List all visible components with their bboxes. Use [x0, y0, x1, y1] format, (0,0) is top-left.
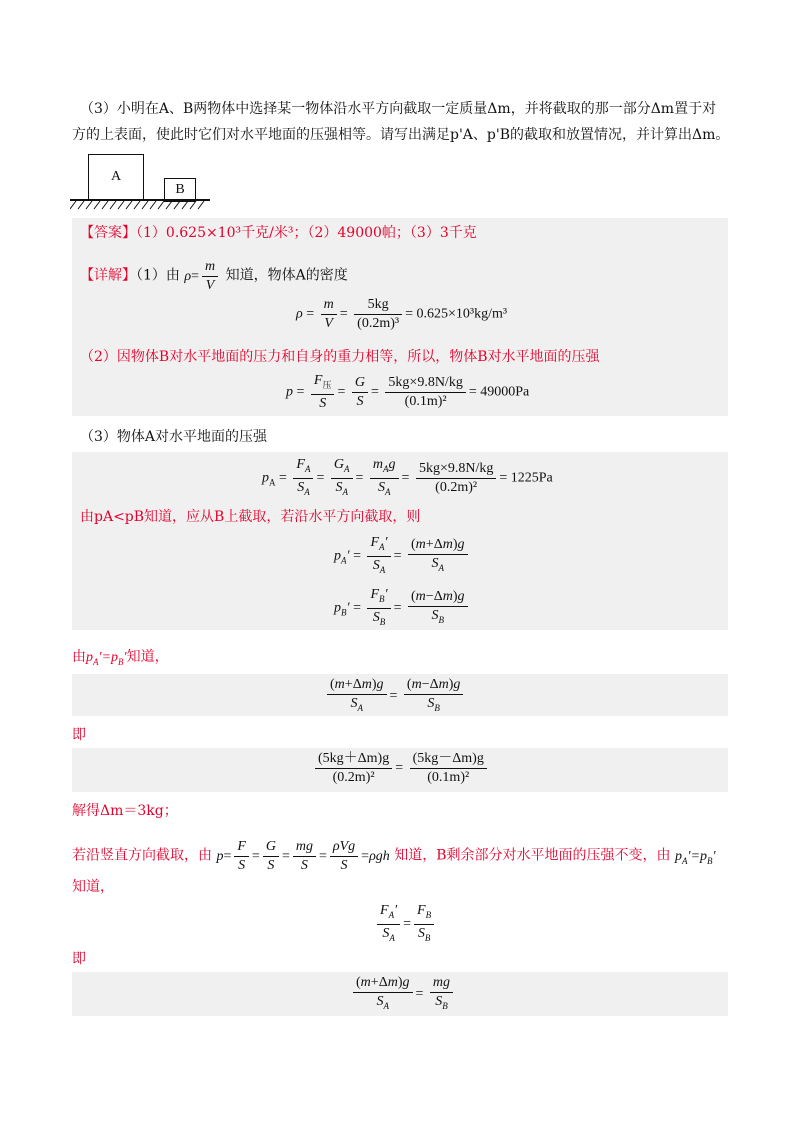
answer-tag: 【答案】: [80, 225, 136, 241]
ground-hatch: [70, 198, 210, 212]
detail-tag: 【详解】: [80, 267, 136, 284]
diagram: [70, 150, 210, 214]
detail-line-5: 由$p_A'=p_B'$知道，: [72, 649, 169, 667]
equation-1: ρ = $\frac{m}{V}$ = $\frac{5kg}{\text{(0.2m)³}}$ = 0.625×10³kg/m³: [296, 297, 508, 331]
question-line-1: （3）小明在A、B两物体中选择某一物体沿水平方向截取一定质量Δm，并将截取的那一部分Δm置于对: [80, 101, 717, 117]
detail-line-4: 由pA<pB知道，应从B上截取，若沿水平方向截取，则: [80, 509, 421, 525]
detail-p5-post: 知道，: [126, 649, 169, 665]
equation-4a: $p_A'$ = $\frac{F_A'}{S_A}$ = $\frac{(m+\Delta m)g}{S_A}$: [334, 534, 471, 579]
eq3-num: 5kg×9.8N/kg: [416, 460, 496, 479]
detail-line-6: 即: [72, 727, 86, 743]
detail-line-2: （2）因物体B对水平地面的压力和自身的重力相等，所以，物体B对水平地面的压强: [80, 349, 600, 365]
question-line-2: 方的上表面，使此时它们对水平地面的压强相等。请写出满足p'A、p'B的截取和放置情况，并计算出Δm。: [72, 127, 730, 143]
equation-8: $\frac{(m+\Delta m)g}{S_A}$ = $\frac{mg}{S_B}$: [350, 974, 456, 1015]
eq2-den: (0.1m)²: [404, 393, 447, 409]
detail-line-8-end: 知道，: [72, 879, 114, 895]
eq1-result: 0.625×10³kg/m³: [416, 306, 508, 322]
equation-3: $p_A$ = $\frac{F_A}{S_A}$ = $\frac{G_A}{S_A}$ = $\frac{m_Ag}{S_A}$ = $\frac{5kg\times 9.8N/kg}{\text{(0.2m)²}}$ = 1225Pa: [262, 457, 553, 497]
eq4-num-r: (5kg－Δm)g: [410, 750, 487, 769]
answer-text: （1）0.625×10³千克/米³；（2）49000帕；（3）3千克: [136, 225, 477, 241]
detail-p8-pre: 若沿竖直方向截取，由: [72, 847, 212, 864]
eq1-den: (0.2m)³: [357, 316, 400, 331]
detail-line-9: 即: [72, 951, 86, 967]
detail-line-7: 解得Δm＝3kg；: [72, 803, 178, 819]
equation-5: $\frac{(m+\Delta m)g}{S_A}$ = $\frac{(m-\Delta m)g}{S_B}$: [324, 676, 466, 717]
detail-p1-pre: （1）由: [136, 267, 180, 284]
detail-line-1: [80, 258, 348, 295]
equation-7: $\frac{F_A'}{S_A}$ = $\frac{F_B}{S_B}$: [374, 902, 437, 947]
equation-2: p = $\frac{F_压}{S}$ = $\frac{G}{S}$ = $\frac{5kg\times 9.8N/kg}{\text{(0.1m)²}}$ = 49000Pa: [286, 373, 530, 411]
detail-p1-post: 知道，物体A的密度: [225, 267, 348, 284]
eq2-num: 5kg×9.8N/kg: [385, 374, 465, 393]
equation-4b: $p_B'$ = $\frac{F_B'}{S_B}$ = $\frac{(m-\Delta m)g}{S_B}$: [334, 586, 471, 631]
answer-line: [80, 222, 477, 244]
block-a: A: [88, 154, 144, 200]
detail-line-8: 若沿竖直方向截取，由 p= $\frac{F}{S}$ = $\frac{G}{S}$ = $\frac{mg}{S}$ = $\frac{\text{ρVg}}{S}$ =ρgh 知道，B剩余部分对水平地面的压强不变，由 $p_A'=p_B'$: [72, 839, 716, 873]
eq3-result: 1225Pa: [510, 470, 553, 486]
detail-p8-mid: 知道，B剩余部分对水平地面的压强不变，由: [394, 847, 671, 864]
eq2-result: 49000Pa: [480, 384, 530, 400]
equation-6: $\frac{(5kg+\Delta m)g}{\text{(0.2m)²}}$ = $\frac{(5kg-\Delta m)g}{\text{(0.1m)²}}$: [312, 750, 490, 787]
eq4-den-r: (0.1m)²: [427, 770, 470, 785]
detail-line-3: （3）物体A对水平地面的压强: [80, 429, 268, 445]
eq4-num-l: (5kg＋Δm)g: [315, 750, 392, 769]
block-b: B: [164, 178, 196, 202]
eq1-num: 5kg: [354, 296, 402, 315]
density-formula: ρ= $\frac{m}{V}$: [184, 269, 221, 284]
eq3-den: (0.2m)²: [435, 479, 478, 495]
eq4-den-l: (0.2m)²: [332, 770, 375, 785]
detail-p5-pre: 由: [72, 649, 86, 665]
